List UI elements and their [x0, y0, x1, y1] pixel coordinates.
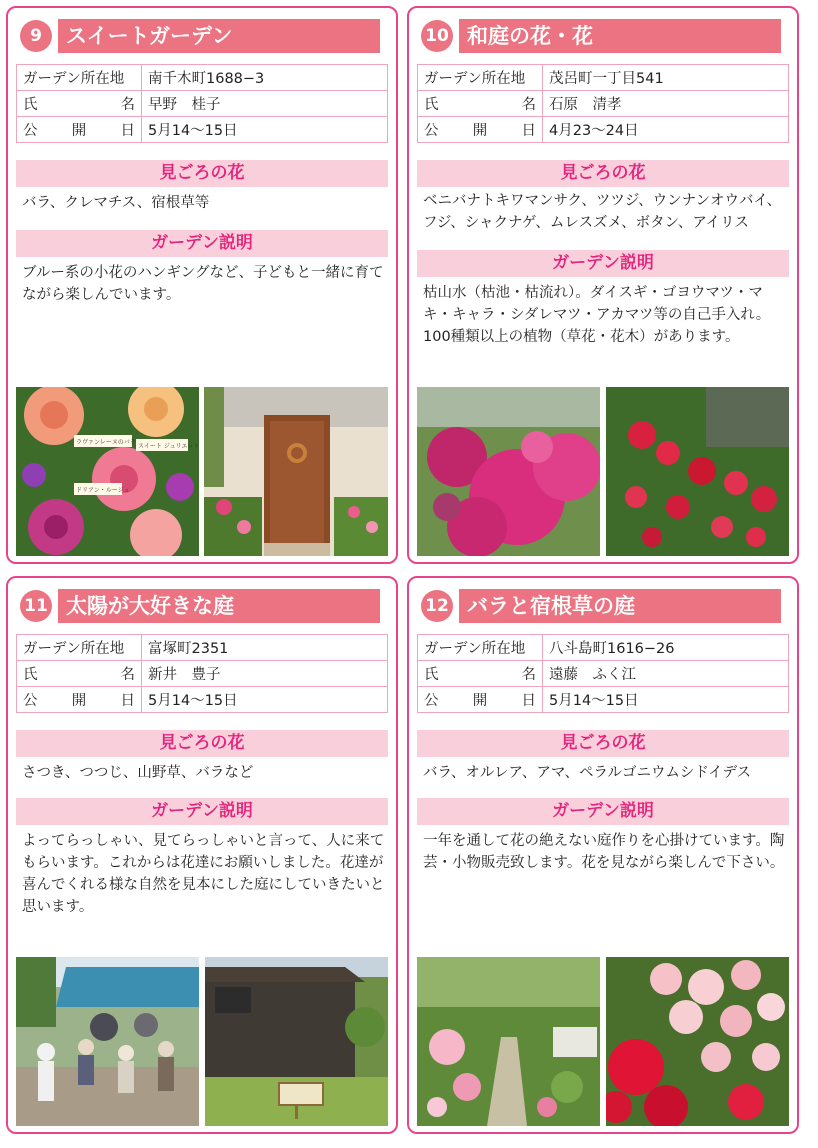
flowers-text: さつき、つつじ、山野草、バラなど	[22, 765, 254, 781]
value-date: 5月14～15日	[142, 687, 388, 713]
info-row-name	[418, 91, 789, 117]
info-row-date	[418, 117, 789, 143]
flowers-heading: 見ごろの花	[417, 160, 789, 187]
value-location: 茂呂町一丁目541	[543, 65, 789, 91]
card-header	[421, 18, 781, 54]
info-row-location	[418, 65, 789, 91]
label-location: ガーデン所在地	[17, 635, 142, 661]
value-location: 八斗島町1616−26	[543, 635, 789, 661]
photo-garden-path	[417, 957, 600, 1126]
label-location: ガーデン所在地	[17, 65, 142, 91]
info-row-location	[17, 65, 388, 91]
label-name-b: 名	[120, 97, 135, 113]
label-name-b: 名	[120, 667, 135, 683]
rose-label-1: ラヴァンレーヌのバラ	[76, 439, 136, 446]
photo-pink-roses	[606, 957, 789, 1126]
garden-card-10	[407, 6, 799, 564]
label-name-a: 氏	[23, 97, 38, 113]
label-location: ガーデン所在地	[418, 65, 543, 91]
value-name: 早野 桂子	[142, 91, 388, 117]
card-header	[421, 588, 781, 624]
photo-red-roses	[606, 387, 789, 556]
value-name: 遠藤 ふく江	[543, 661, 789, 687]
label-location: ガーデン所在地	[418, 635, 543, 661]
label-name-a: 氏	[23, 667, 38, 683]
label-date-m: 開	[71, 123, 87, 139]
flowers-heading: 見ごろの花	[16, 730, 388, 757]
info-row-location	[17, 635, 388, 661]
label-date-m: 開	[71, 693, 87, 709]
info-table	[417, 64, 789, 143]
label-date-b: 日	[120, 123, 135, 139]
desc-text: 枯山水（枯池・枯流れ）。ダイスギ・ゴヨウマツ・マキ・キャラ・シダレマツ・アカマツ等の自己手入れ。100種類以上の植物（草花・花木）があります。	[423, 285, 771, 345]
card-number: 12	[421, 590, 453, 622]
label-name-b: 名	[521, 97, 536, 113]
card-number: 11	[20, 590, 52, 622]
photo-shed	[205, 957, 388, 1126]
desc-text: 一年を通して花の絶えない庭作りを心掛けています。陶芸・小物販売致します。花を見ながら楽しんで下さい。	[423, 833, 785, 871]
card-header	[20, 18, 380, 54]
label-date-a: 公	[424, 123, 439, 139]
info-row-location	[418, 635, 789, 661]
label-name-a: 氏	[424, 667, 439, 683]
flowers-text: バラ、クレマチス、宿根草等	[22, 195, 210, 211]
info-table	[417, 634, 789, 713]
desc-heading: ガーデン説明	[16, 798, 388, 825]
label-date-a: 公	[23, 693, 38, 709]
label-date-b: 日	[521, 693, 536, 709]
label-date-b: 日	[120, 693, 135, 709]
info-row-date	[17, 687, 388, 713]
rose-label-3: ドリアン・ルージュ	[76, 487, 130, 494]
desc-heading: ガーデン説明	[417, 250, 789, 277]
card-title: 和庭の花・花	[459, 19, 781, 53]
value-date: 5月14～15日	[142, 117, 388, 143]
label-date-m: 開	[472, 693, 488, 709]
info-table	[16, 64, 388, 143]
value-location: 南千木町1688−3	[142, 65, 388, 91]
label-date-a: 公	[23, 123, 38, 139]
info-row-date	[17, 117, 388, 143]
label-date-m: 開	[472, 123, 488, 139]
desc-text: ブルー系の小花のハンギングなど、子どもと一緒に育てながら楽しんでいます。	[22, 265, 384, 303]
value-date: 5月14～15日	[543, 687, 789, 713]
flowers-text: ベニバナトキワマンサク、ツツジ、ウンナンオウバイ、フジ、シャクナゲ、ムレスズメ、ボタン、アイリス	[423, 193, 782, 231]
flowers-text: バラ、オルレア、アマ、ペラルゴニウムシドイデス	[423, 765, 752, 781]
card-title: 太陽が大好きな庭	[58, 589, 380, 623]
value-name: 石原 清孝	[543, 91, 789, 117]
card-title: スイートガーデン	[58, 19, 380, 53]
flowers-heading: 見ごろの花	[417, 730, 789, 757]
info-row-name	[17, 91, 388, 117]
garden-card-9	[6, 6, 398, 564]
card-header	[20, 588, 380, 624]
value-location: 富塚町2351	[142, 635, 388, 661]
flowers-heading: 見ごろの花	[16, 160, 388, 187]
rose-label-2: スイート ジュリエット	[138, 443, 199, 450]
info-row-name	[17, 661, 388, 687]
card-number: 9	[20, 20, 52, 52]
label-name-a: 氏	[424, 97, 439, 113]
label-date-b: 日	[521, 123, 536, 139]
photo-roses	[16, 387, 199, 556]
desc-heading: ガーデン説明	[417, 798, 789, 825]
garden-card-11	[6, 576, 398, 1134]
info-row-name	[418, 661, 789, 687]
photo-entrance	[204, 387, 388, 556]
photo-visitors	[16, 957, 199, 1126]
info-row-date	[418, 687, 789, 713]
desc-text: よってらっしゃい、見てらっしゃいと言って、人に来てもらいます。これからは花達にお願いしました。花達が喜んでくれる様な自然を見本にした庭にしていきたいと思います。	[22, 833, 385, 915]
label-date-a: 公	[424, 693, 439, 709]
info-table	[16, 634, 388, 713]
card-number: 10	[421, 20, 453, 52]
desc-heading: ガーデン説明	[16, 230, 388, 257]
card-title: バラと宿根草の庭	[459, 589, 781, 623]
photo-azalea	[417, 387, 600, 556]
label-name-b: 名	[521, 667, 536, 683]
value-date: 4月23～24日	[543, 117, 789, 143]
garden-card-12	[407, 576, 799, 1134]
value-name: 新井 豊子	[142, 661, 388, 687]
